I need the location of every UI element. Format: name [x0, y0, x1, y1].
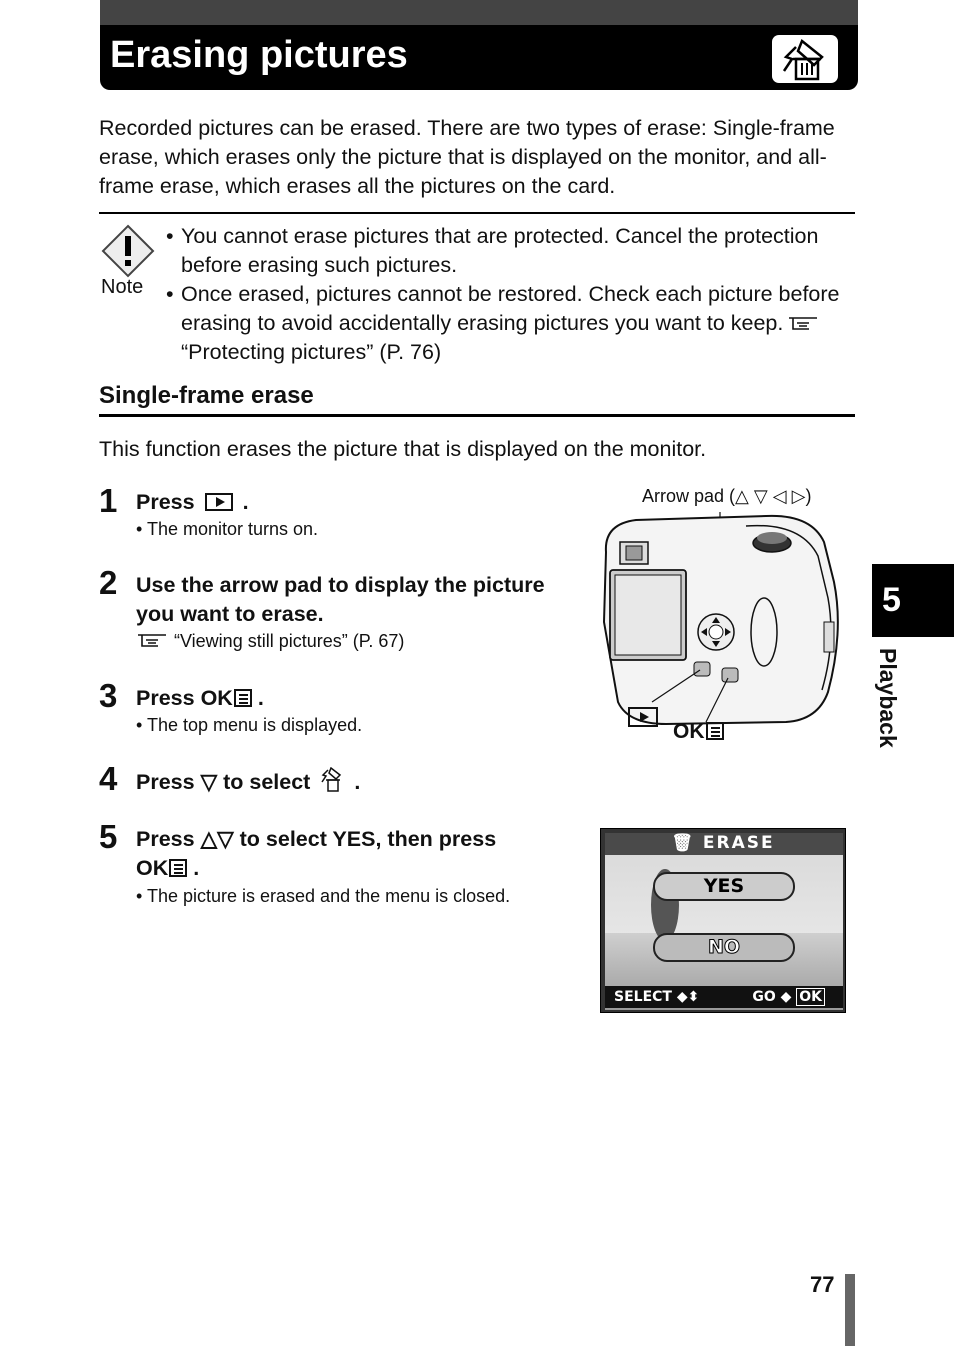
page-number: 77	[810, 1272, 835, 1297]
screen-footer	[605, 986, 843, 1008]
ok-menu-button-label: OK	[673, 720, 724, 744]
ok-menu-button-icon: OK	[136, 856, 187, 880]
chapter-label: Playback	[875, 648, 901, 748]
note-list	[166, 222, 856, 367]
arrow-pad-label: Arrow pad (△ ▽ ◁ ▷)	[642, 486, 812, 506]
step-sub: • The top menu is displayed.	[136, 715, 363, 735]
landscape-photo	[605, 833, 843, 1010]
playback-button-icon	[628, 707, 658, 727]
section-title: Single-frame erase	[99, 382, 314, 409]
page-title: Erasing pictures	[110, 34, 408, 76]
note-top-rule	[99, 212, 855, 214]
note-item: • Once erased, pictures cannot be restored. Check each picture before erasing to avoid accidentally erasing pictures you want to keep.“Protecting pictures” (P. 76)	[166, 280, 856, 367]
arrow-right-icon: ▷	[791, 486, 806, 506]
step-number: 4	[99, 760, 118, 797]
reference-link[interactable]: “Protecting pictures” (P. 76)	[181, 340, 442, 364]
step-sub: • The monitor turns on.	[136, 519, 319, 539]
section-description: This function erases the picture that is displayed on the monitor.	[99, 437, 707, 461]
note-label: Note	[101, 276, 144, 298]
step-text: Press .	[136, 490, 249, 514]
arrow-up-icon: △	[735, 486, 749, 506]
section-rule	[99, 414, 855, 417]
step-text: Press ▽ to select .	[136, 767, 360, 797]
erase-menu-screen	[600, 828, 846, 1013]
erase-trash-icon	[772, 35, 838, 83]
step-text: Use the arrow pad to display the picture you want to erase.	[136, 573, 545, 626]
arrow-down-icon: ▽	[753, 486, 768, 506]
step-text: Press △▽ to select YES, then press OK .	[136, 827, 497, 880]
arrow-down-icon: ▽	[200, 770, 218, 794]
reference-hand-icon	[136, 631, 168, 649]
step-number: 2	[99, 564, 118, 601]
arrow-left-icon: ◁	[772, 486, 787, 506]
chapter-header	[100, 0, 858, 90]
yes-option[interactable]: YES	[653, 872, 795, 901]
menu-icon	[234, 689, 252, 707]
step-sub	[136, 630, 404, 652]
erase-trash-icon	[320, 767, 344, 793]
step-number: 3	[99, 677, 118, 714]
select-hint: SELECT ◆⬍	[614, 989, 700, 1005]
screen-title: 🗑 ERASE	[671, 833, 775, 853]
warning-icon	[101, 224, 155, 278]
playback-button-icon	[205, 493, 233, 511]
step-text: Press OK .	[136, 686, 264, 710]
step-number: 1	[99, 482, 118, 519]
reference-hand-icon	[787, 314, 819, 332]
page-marker-bar	[845, 1274, 855, 1346]
erase-trash-icon: 🗑	[671, 833, 695, 853]
chapter-tab: 5	[872, 564, 954, 637]
step-sub: • The picture is erased and the menu is closed.	[136, 886, 511, 906]
menu-icon	[706, 722, 724, 740]
ok-menu-button-icon: OK	[201, 686, 252, 710]
reference-link[interactable]: “Viewing still pictures” (P. 67)	[174, 631, 405, 651]
menu-icon	[169, 859, 187, 877]
arrow-up-down-icon: △▽	[200, 827, 234, 851]
go-hint: GO ◆ OK	[752, 986, 825, 1008]
header-strip	[100, 0, 858, 25]
intro-paragraph: Recorded pictures can be erased. There are two types of erase: Single-frame erase, which erases only the picture that is displayed on the monitor, and all-frame erase, which erases all the pictures on the card.	[99, 116, 835, 198]
note-item: • You cannot erase pictures that are protected. Cancel the protection before erasing such pictures.	[166, 222, 856, 280]
no-option[interactable]: NO	[653, 933, 795, 962]
step-number: 5	[99, 818, 118, 855]
